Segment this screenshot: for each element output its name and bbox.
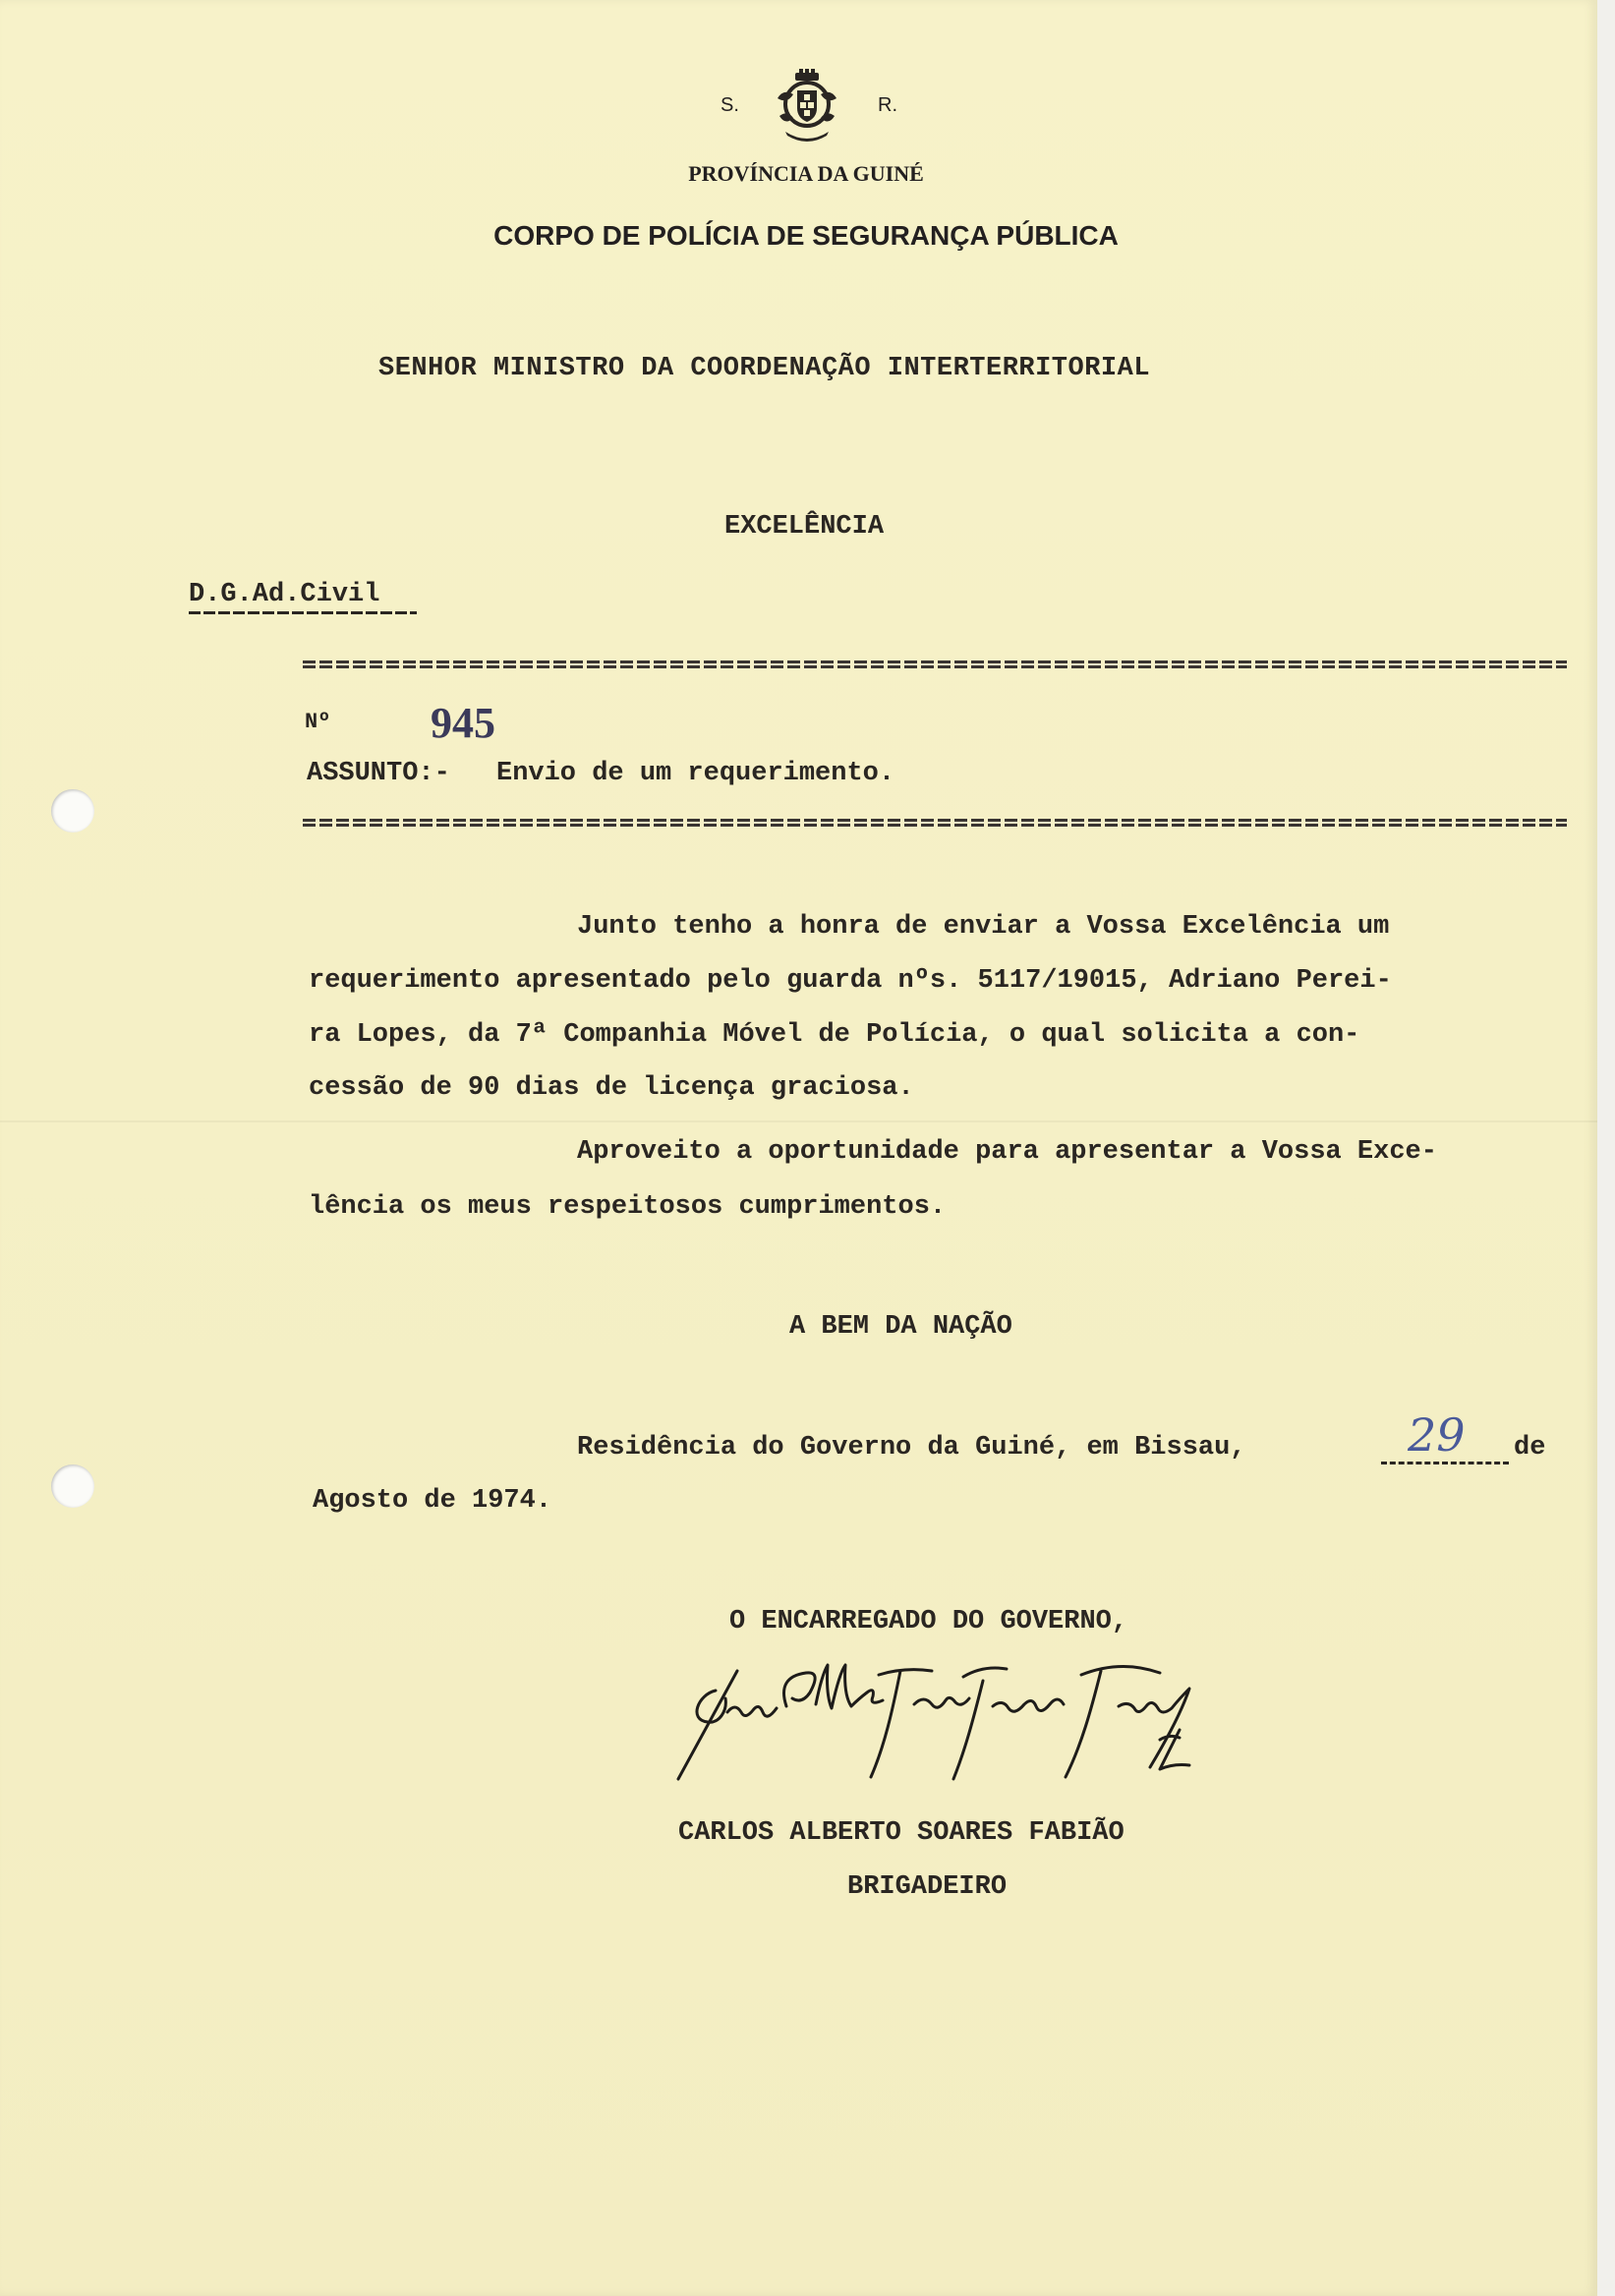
subject-text: Envio de um requerimento.	[496, 759, 895, 788]
separator-bottom	[303, 819, 1567, 829]
punch-hole-top	[51, 789, 94, 832]
place-date-line2: Agosto de 1974.	[313, 1486, 552, 1516]
separator-top	[303, 660, 1567, 670]
institution-heading: CORPO DE POLÍCIA DE SEGURANÇA PÚBLICA	[493, 220, 1119, 251]
body-p1-line1: Junto tenho a honra de enviar a Vossa Excelência um	[577, 912, 1390, 942]
body-p1-line4: cessão de 90 dias de licença graciosa.	[309, 1073, 914, 1103]
salutation: EXCELÊNCIA	[724, 512, 885, 542]
handwritten-day: 29	[1408, 1408, 1466, 1462]
signatory-rank: BRIGADEIRO	[847, 1872, 1008, 1902]
body-p1-line3: ra Lopes, da 7ª Companhia Móvel de Polícia, o qual solicita a con-	[309, 1020, 1360, 1050]
handwritten-signature	[668, 1651, 1298, 1789]
number-value: 945	[431, 699, 495, 747]
body-p2-line2: lência os meus respeitosos cumprimentos.	[309, 1192, 947, 1222]
scan-margin	[1597, 0, 1615, 2296]
signatory-role: O ENCARREGADO DO GOVERNO,	[729, 1607, 1128, 1636]
subject-label: ASSUNTO:-	[307, 759, 450, 788]
coat-of-arms-icon	[772, 69, 842, 144]
number-label: Nº	[305, 710, 331, 734]
addressee-line: SENHOR MINISTRO DA COORDENAÇÃO INTERTERRITORIAL	[378, 354, 1151, 383]
body-p2-line1: Aproveito a oportunidade para apresentar a Vossa Exce-	[577, 1137, 1437, 1167]
letterhead-left-mark: S.	[721, 94, 739, 116]
punch-hole-bottom	[51, 1464, 94, 1508]
province-heading: PROVÍNCIA DA GUINÉ	[688, 161, 924, 186]
letterhead-right-mark: R.	[878, 94, 897, 116]
routing-note-underline	[189, 611, 417, 614]
body-p1-line2: requerimento apresentado pelo guarda nºs. 5117/19015, Adriano Perei-	[309, 966, 1392, 996]
routing-note: D.G.Ad.Civil	[189, 580, 380, 609]
place-date-prefix: Residência do Governo da Guiné, em Bissau,	[577, 1433, 1246, 1463]
paper-fold	[0, 1120, 1597, 1122]
signatory-name: CARLOS ALBERTO SOARES FABIÃO	[678, 1818, 1125, 1848]
place-date-suffix: de	[1514, 1433, 1546, 1463]
closing-motto: A BEM DA NAÇÃO	[789, 1312, 1012, 1342]
